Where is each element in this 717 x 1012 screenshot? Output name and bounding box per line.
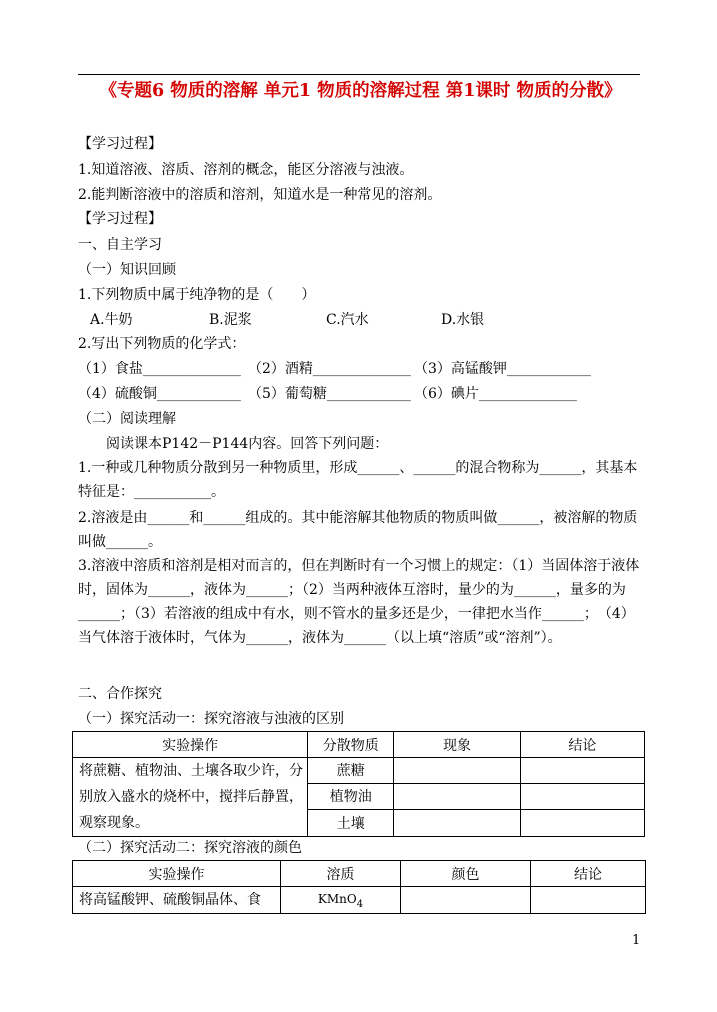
option-d: D.水银: [441, 312, 485, 328]
part-heading: 二、合作探究: [78, 686, 162, 702]
observation-cell: [394, 783, 520, 809]
option-a: A.牛奶: [90, 312, 133, 328]
goal-item: 2.能判断溶液中的溶质和溶剂，知道水是一种常见的溶剂。: [78, 187, 442, 203]
table-header: 实验操作: [73, 732, 308, 758]
question-2: 2.写出下列物质的化学式：: [78, 336, 246, 352]
formula-blank: （5）葡萄糖____________: [248, 386, 411, 402]
reading-question-2: 2.溶液是由______和______组成的。其中能溶解其他物质的物质叫做______，被溶解的物质叫做______。: [78, 510, 638, 550]
formula-blank: （1）食盐______________: [78, 361, 241, 377]
solute-subscript: 4: [356, 898, 364, 910]
activity-2-table: [72, 860, 646, 914]
substance-cell: 植物油: [308, 783, 394, 809]
conclusion-cell: [520, 758, 644, 784]
conclusion-cell: [520, 783, 644, 809]
observation-cell: [394, 758, 520, 784]
activity-1-table: [72, 731, 645, 837]
table-header: 实验操作: [73, 861, 281, 887]
table-header: 现象: [394, 732, 520, 758]
observation-cell: [394, 809, 520, 836]
activity-1-title: （一）探究活动一：探究溶液与浊液的区别: [78, 711, 344, 727]
reading-instruction: 阅读课本P142－P144内容。回答下列问题：: [78, 436, 389, 452]
table-header: 结论: [520, 732, 644, 758]
table-header: 结论: [531, 861, 646, 887]
table-header: 分散物质: [308, 732, 394, 758]
part-heading: 一、自主学习: [78, 237, 162, 253]
color-cell: [401, 887, 531, 914]
table-header: 颜色: [401, 861, 531, 887]
conclusion-cell: [531, 887, 646, 914]
operation-cell: 将蔗糖、植物油、土壤各取少许，分别放入盛水的烧杯中，搅拌后静置，观察现象。: [73, 758, 308, 837]
formula-blank: （3）高锰酸钾____________: [414, 361, 591, 377]
activity-2-title: （二）探究活动二：探究溶液的颜色: [78, 840, 302, 856]
header-rule: [78, 74, 640, 75]
operation-cell: 将高锰酸钾、硫酸铜晶体、食: [73, 887, 281, 914]
conclusion-cell: [520, 809, 644, 836]
substance-cell: 土壤: [308, 809, 394, 836]
formula-blank: （2）酒精______________: [248, 361, 411, 377]
section-heading: 【学习过程】: [78, 136, 162, 152]
formula-blank: （4）硫酸铜____________: [78, 386, 241, 402]
subpart-heading: （一）知识回顾: [78, 262, 176, 278]
formula-blank: （6）碘片______________: [414, 386, 577, 402]
subpart-heading: （二）阅读理解: [78, 411, 176, 427]
solute-cell: [281, 887, 401, 914]
reading-question-3: 3.溶液中溶质和溶剂是相对而言的，但在判断时有一个习惯上的规定：（1）当固体溶于液体时，固体为______，液体为______；（2）当两种液体互溶时，量少的为______，量多的为______；（3）若溶液的组成中有水，则不管水的量多还是少，一律把水当作______； （4）当气体溶于液体时，气体为______，液体为______（以上填“溶质”或“溶剂”）。: [78, 558, 640, 646]
goal-item: 1.知道溶液、溶质、溶剂的概念，能区分溶液与浊液。: [78, 162, 414, 178]
substance-cell: 蔗糖: [308, 758, 394, 784]
option-c: C.汽水: [326, 312, 369, 328]
solute-formula: KMnO: [317, 891, 357, 906]
section-heading: 【学习过程】: [78, 211, 162, 227]
question-1: 1.下列物质中属于纯净物的是（ ）: [78, 287, 316, 303]
page-title: 《专题6 物质的溶解 单元1 物质的溶解过程 第1课时 物质的分散》: [99, 81, 622, 101]
table-header: 溶质: [281, 861, 401, 887]
option-b: B.泥浆: [209, 312, 252, 328]
page-number: 1: [632, 933, 641, 948]
reading-question-1: 1.一种或几种物质分散到另一种物质里，形成______、______的混合物称为______，其基本特征是：___________。: [78, 460, 638, 500]
